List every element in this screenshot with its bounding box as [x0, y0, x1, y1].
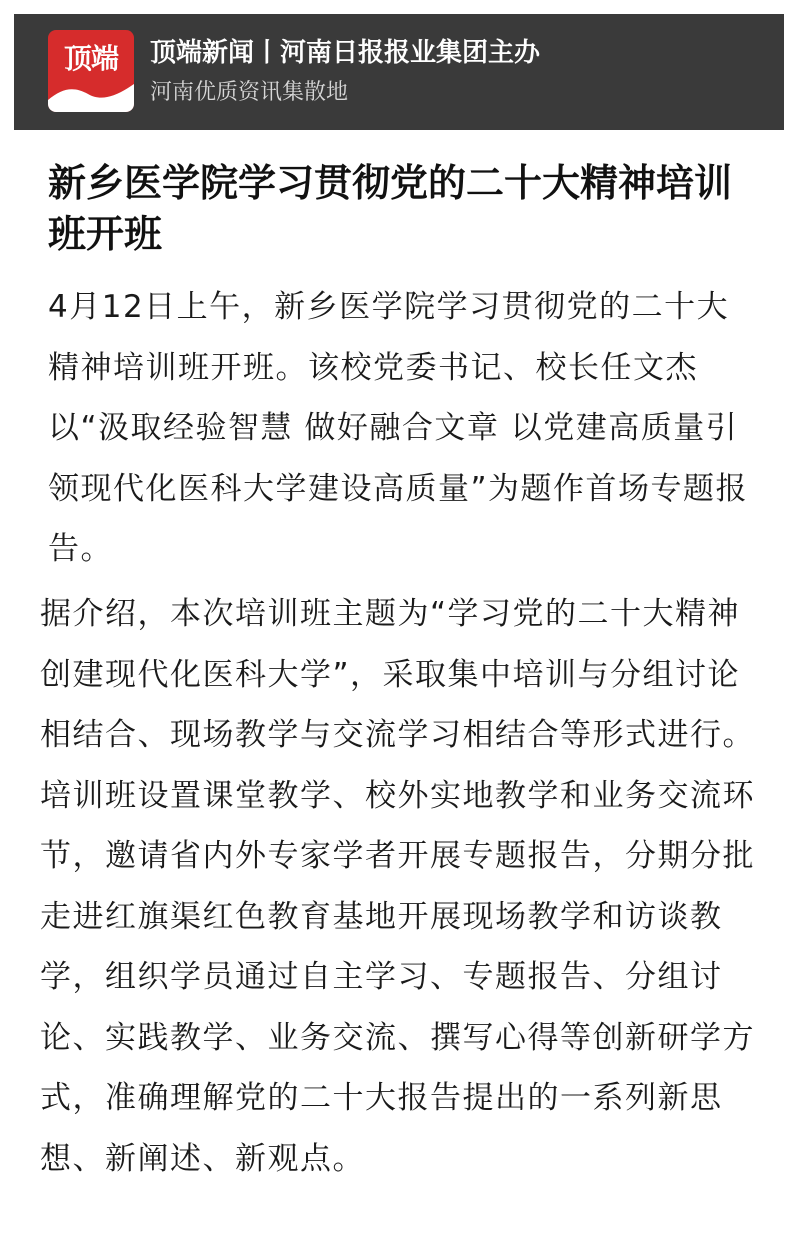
news-app-header — [14, 14, 784, 130]
app-logo[interactable] — [48, 30, 134, 112]
brand-slogan: 河南优质资讯集散地 — [150, 80, 349, 105]
article-paragraph-2: 据介绍，本次培训班主题为“学习党的二十大精神 创建现代化医科大学”，采取集中培训与分组讨论相结合、现场教学与交流学习相结合等形式进行。培训班设置课堂教学、校外实地教学和业务交流环节，邀请省内外专家学者开展专题报告，分期分批走进红旗渠红色教育基地开展现场教学和访谈教学，组织学员通过自主学习、专题报告、分组讨论、实践教学、业务交流、撰写心得等创新研学方式，准确理解党的二十大报告提出的一系列新思想、新阐述、新观点。 — [40, 596, 755, 1177]
article-paragraph-1: 4月12日上午，新乡医学院学习贯彻党的二十大精神培训班开班。该校党委书记、校长任文杰以“汲取经验智慧 做好融合文章 以党建高质量引领现代化医科大学建设高质量”为题作首场专题报告。 — [48, 289, 749, 567]
logo-wave-icon — [48, 76, 134, 112]
logo-text: 顶端 — [63, 42, 118, 75]
article-title: 新乡医学院学习贯彻党的二十大精神培训班开班 — [48, 161, 733, 256]
brand-title: 顶端新闻丨河南日报报业集团主办 — [150, 38, 541, 68]
